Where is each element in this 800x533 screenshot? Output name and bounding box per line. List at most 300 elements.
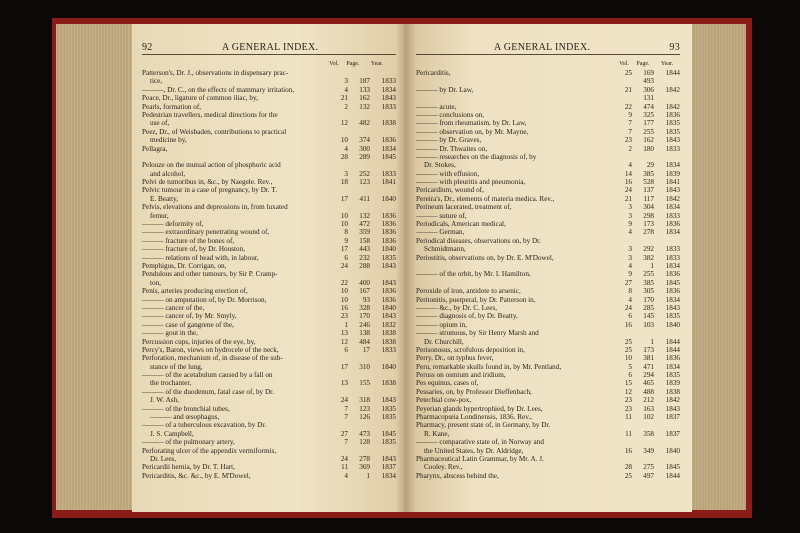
entry-year: 1836 <box>665 220 680 229</box>
index-entry <box>142 463 396 471</box>
entry-text: Periostitis, observations on, by Dr. E. M'Dowel, <box>416 253 554 262</box>
entry-page: 158 <box>359 236 370 245</box>
entry-text: Perry, Dr., on typhus fever, <box>416 354 494 363</box>
entry-volume: 6 <box>628 312 632 321</box>
index-entry <box>142 430 396 438</box>
entry-page: 180 <box>643 144 654 153</box>
entry-year: 1835 <box>381 413 396 422</box>
entry-year <box>370 161 396 169</box>
entry-page: 162 <box>643 136 654 145</box>
entry-volume: 23 <box>624 396 632 405</box>
entry-volume: 27 <box>340 429 348 438</box>
entry-text: Pelvic tumour in a case of pregnancy, by Dr. T. <box>142 186 277 195</box>
index-entry <box>416 405 680 413</box>
index-entry <box>142 304 396 312</box>
entry-text: Peace, Dr., ligature of common iliac, by, <box>142 94 258 103</box>
index-entry <box>142 396 396 404</box>
entry-year: 1838 <box>381 329 396 338</box>
entry-year: 1836 <box>381 220 396 229</box>
entry-text: Pericardii hernia, by Dr. T. Hart, <box>142 463 235 472</box>
entry-volume: 9 <box>628 220 632 229</box>
entry-year: 1845 <box>381 152 396 161</box>
index-entry <box>142 321 396 329</box>
index-entry <box>142 220 396 228</box>
entry-volume: 25 <box>624 69 632 77</box>
entry-page: 381 <box>643 354 654 363</box>
entry-text: Pemphigus, Dr. Corrigan, on, <box>142 261 227 270</box>
entry-volume: 10 <box>340 295 348 304</box>
entry-text: Pharmaceutical Latin Grammar, by Mr. A. J. <box>416 454 544 463</box>
index-entry <box>416 212 680 220</box>
entry-volume: 21 <box>624 85 632 94</box>
entry-year: 1843 <box>381 454 396 463</box>
index-entry <box>416 69 680 77</box>
entry-volume <box>616 153 632 161</box>
entry-text: Dr. Lees, <box>150 454 177 463</box>
page-header: Page. <box>636 61 650 67</box>
entry-text: J. S. Campbell, <box>150 429 194 438</box>
index-entry <box>416 228 680 236</box>
entry-volume: 28 <box>340 152 348 161</box>
index-entry <box>142 94 396 102</box>
entry-volume <box>616 237 632 245</box>
index-entries <box>416 69 680 480</box>
entry-year <box>370 371 396 379</box>
index-entry <box>142 296 396 304</box>
entry-text: ——— comparative state of, in Norway and <box>416 438 544 447</box>
entry-page: 17 <box>362 345 370 354</box>
index-entry <box>142 111 396 119</box>
index-entry <box>416 455 680 463</box>
entry-volume: 2 <box>628 144 632 153</box>
index-entry <box>142 312 396 320</box>
entry-year <box>370 354 396 362</box>
entry-page: 400 <box>359 278 370 287</box>
page-number: 93 <box>669 42 680 53</box>
entry-volume: 4 <box>344 144 348 153</box>
entry-volume: 16 <box>340 303 348 312</box>
entry-year: 1838 <box>665 387 680 396</box>
entry-year: 1834 <box>665 161 680 170</box>
entry-text: ——— case of gangrene of the, <box>142 320 234 329</box>
entry-text: Pelouze on the mutual action of phosphoric acid <box>142 161 281 170</box>
entry-page <box>348 111 370 119</box>
entry-year: 1844 <box>665 345 680 354</box>
entry-page: 292 <box>643 245 654 254</box>
entry-page <box>348 203 370 211</box>
entry-volume <box>332 388 348 396</box>
entry-year: 1833 <box>665 144 680 153</box>
entry-year: 1835 <box>381 438 396 447</box>
entry-volume: 23 <box>340 312 348 321</box>
entry-year: 1843 <box>665 303 680 312</box>
entry-page: 131 <box>643 94 654 103</box>
entry-year: 1836 <box>381 295 396 304</box>
entry-volume: 24 <box>340 396 348 405</box>
index-entry <box>416 128 680 136</box>
index-entry <box>416 354 680 362</box>
entry-year <box>654 77 680 85</box>
entry-page: 471 <box>643 362 654 371</box>
entry-page: 102 <box>643 413 654 422</box>
entry-volume: 11 <box>341 463 348 472</box>
entry-page: 255 <box>643 127 654 136</box>
entry-year: 1845 <box>381 429 396 438</box>
index-entry <box>416 77 680 85</box>
entry-text: Petechial cow-pox, <box>416 396 472 405</box>
entry-volume <box>332 161 348 169</box>
entry-volume: 14 <box>624 169 632 178</box>
entry-page: 289 <box>359 152 370 161</box>
entry-page: 170 <box>359 312 370 321</box>
entry-year: 1835 <box>665 127 680 136</box>
entry-year: 1838 <box>381 119 396 128</box>
entry-text: Perforation, mechanism of, in disease of the sub- <box>142 354 283 363</box>
index-entry <box>142 86 396 94</box>
entry-text: Dr. Churchill, <box>424 337 464 346</box>
entry-page <box>348 186 370 194</box>
entry-volume <box>332 186 348 194</box>
entry-volume: 17 <box>340 245 348 254</box>
entry-text <box>142 153 332 161</box>
entry-volume: 16 <box>624 446 632 455</box>
header-rule <box>142 54 396 55</box>
index-entry <box>142 77 396 85</box>
entry-volume: 12 <box>340 337 348 346</box>
index-entry <box>142 228 396 236</box>
entry-year: 1842 <box>665 102 680 111</box>
entry-volume: 4 <box>628 228 632 237</box>
entry-text: ——— from rheumatism, by Dr. Law, <box>416 119 527 128</box>
entry-text: ——— cancer of, by Mr. Smyly, <box>142 312 237 321</box>
entry-page: 349 <box>643 446 654 455</box>
entry-page <box>632 421 654 429</box>
entry-volume <box>616 455 632 463</box>
entry-page: 474 <box>643 102 654 111</box>
entry-volume: 3 <box>628 203 632 212</box>
entry-volume <box>332 203 348 211</box>
entry-page: 232 <box>359 253 370 262</box>
entry-text: ——— relations of head with, in labour, <box>142 253 259 262</box>
index-entry <box>142 421 396 429</box>
entry-volume: 3 <box>344 169 348 178</box>
left-page-edges <box>56 24 134 510</box>
entry-text <box>416 262 616 270</box>
index-entry <box>142 371 396 379</box>
entry-year: 1836 <box>665 354 680 363</box>
entry-text: use of, <box>150 119 170 128</box>
entry-text: Pessaries, on, by Professor Dieffenbach, <box>416 387 532 396</box>
entry-year: 1843 <box>665 404 680 413</box>
entry-text: J. W. Ash, <box>150 396 179 405</box>
entry-page: 294 <box>643 371 654 380</box>
index-entry <box>142 270 396 278</box>
entry-text: ——— on amputation of, by Dr. Morrison, <box>142 295 267 304</box>
entry-page: 1 <box>366 471 370 480</box>
entry-text: ———, Dr. C., on the effects of mammary irritation, <box>142 85 295 94</box>
year-header: Year. <box>660 61 674 67</box>
entry-page: 374 <box>359 136 370 145</box>
entry-text: Pendulous and other tumours, by Sir P. Cramp- <box>142 270 278 279</box>
index-entry <box>416 170 680 178</box>
index-entry <box>142 287 396 295</box>
index-entry <box>142 447 396 455</box>
entry-page <box>632 438 654 446</box>
entry-text: ton, <box>150 278 161 287</box>
entry-text: Periodical diseases, observations on, by Dr. <box>416 236 541 245</box>
index-entry <box>416 270 680 278</box>
entry-text: femur, <box>150 211 169 220</box>
index-entry <box>142 203 396 211</box>
index-entry <box>142 405 396 413</box>
index-entry <box>416 245 680 253</box>
index-entry <box>416 421 680 429</box>
index-entry <box>142 354 396 362</box>
entry-year: 1833 <box>381 345 396 354</box>
entry-year <box>654 421 680 429</box>
entry-text: Pharmacopœia Londinensis, 1836. Rev., <box>416 413 532 422</box>
entry-volume: 12 <box>624 387 632 396</box>
entry-year: 1834 <box>665 295 680 304</box>
entry-year: 1835 <box>665 119 680 128</box>
index-entry <box>416 119 680 127</box>
entry-page: 162 <box>359 94 370 103</box>
entry-page <box>348 128 370 136</box>
entry-page <box>348 371 370 379</box>
entry-year: 1834 <box>665 261 680 270</box>
column-headers <box>326 61 390 67</box>
entry-volume: 13 <box>340 379 348 388</box>
entry-page: 305 <box>643 287 654 296</box>
entry-page: 177 <box>643 119 654 128</box>
index-entry <box>416 111 680 119</box>
entry-volume: 6 <box>344 253 348 262</box>
running-title: A GENERAL INDEX. <box>494 42 591 53</box>
entry-year: 1835 <box>665 312 680 321</box>
entry-volume: 17 <box>340 194 348 203</box>
entry-page: 385 <box>643 169 654 178</box>
index-entry <box>416 430 680 438</box>
index-entry <box>416 220 680 228</box>
index-entry <box>142 279 396 287</box>
entry-volume: 3 <box>628 211 632 220</box>
index-entry <box>416 363 680 371</box>
index-entry <box>142 69 396 77</box>
entry-page: 285 <box>643 303 654 312</box>
entry-text <box>416 279 616 287</box>
index-entry <box>416 195 680 203</box>
entry-page: 484 <box>359 337 370 346</box>
index-entry <box>416 447 680 455</box>
entry-page: 187 <box>359 77 370 86</box>
entry-text: ——— of the bronchial tubes, <box>142 404 230 413</box>
entry-year <box>654 438 680 446</box>
entry-volume: 4 <box>628 161 632 170</box>
index-entry <box>142 413 396 421</box>
entry-text: Peez, Dr., of Weisbaden, contributions to practical <box>142 127 287 136</box>
index-entry <box>142 103 396 111</box>
index-entry <box>416 413 680 421</box>
entry-volume: 11 <box>625 429 632 438</box>
entry-volume: 7 <box>344 438 348 447</box>
page-number: 92 <box>142 42 153 53</box>
entry-year: 1836 <box>381 287 396 296</box>
entry-volume: 4 <box>344 471 348 480</box>
entry-text: ——— by Dr. Law, <box>416 85 474 94</box>
entry-year: 1835 <box>381 253 396 262</box>
entry-year: 1836 <box>665 110 680 119</box>
entry-text: Percussion cups, injuries of the eye, by, <box>142 337 256 346</box>
entry-text: Peritonitis, puerperal, by Dr. Patterson in, <box>416 295 536 304</box>
entry-volume: 4 <box>344 85 348 94</box>
entry-year: 1843 <box>665 136 680 145</box>
entry-volume: 13 <box>340 329 348 338</box>
entry-text: ——— of the duodenum, fatal case of, by Dr. <box>142 387 274 396</box>
entry-page: 493 <box>643 77 654 86</box>
entry-volume: 2 <box>344 102 348 111</box>
year-header: Year. <box>370 61 384 67</box>
entry-year: 1843 <box>381 312 396 321</box>
entry-volume: 8 <box>628 287 632 296</box>
entry-year: 1837 <box>665 413 680 422</box>
entry-text: ——— acute, <box>416 102 457 111</box>
index-entry <box>416 94 680 102</box>
index-entry <box>416 287 680 295</box>
entry-year <box>654 455 680 463</box>
entry-page: 304 <box>643 203 654 212</box>
entry-volume: 9 <box>344 236 348 245</box>
index-entry <box>142 329 396 337</box>
entry-page: 138 <box>359 329 370 338</box>
right-page-edges <box>690 24 746 510</box>
index-entry <box>416 262 680 270</box>
index-entry <box>416 203 680 211</box>
entry-text: Peroxide of iron, antidote to arsenic, <box>416 287 521 296</box>
entry-text: ——— with pleuritis and pneumonia, <box>416 178 526 187</box>
entry-volume: 10 <box>340 220 348 229</box>
entry-text: the United States, by Dr. Aldridge, <box>424 446 524 455</box>
entry-text: and alcohol, <box>150 169 186 178</box>
index-entry <box>142 153 396 161</box>
entry-text: Perforating ulcer of the appendix vermiformis, <box>142 446 277 455</box>
entry-year <box>654 94 680 102</box>
entry-text: Perineum lacerated, treatment of, <box>416 203 512 212</box>
index-entry <box>416 161 680 169</box>
entry-page: 488 <box>643 387 654 396</box>
entry-year: 1834 <box>381 144 396 153</box>
entry-volume: 7 <box>628 127 632 136</box>
entry-text: ——— fracture of the bones of, <box>142 236 235 245</box>
entry-text: ——— with effusion, <box>416 169 480 178</box>
entry-year: 1843 <box>665 186 680 195</box>
entry-year: 1845 <box>665 278 680 287</box>
index-entry <box>416 304 680 312</box>
index-entry <box>416 186 680 194</box>
entry-volume <box>332 128 348 136</box>
entry-page: 212 <box>643 396 654 405</box>
entry-page <box>632 455 654 463</box>
entry-page: 128 <box>359 438 370 447</box>
index-entry <box>416 463 680 471</box>
entry-text: ——— extraordinary penetrating wound of, <box>142 228 270 237</box>
entry-year: 1844 <box>665 471 680 480</box>
entry-page: 170 <box>643 295 654 304</box>
entry-page: 497 <box>643 471 654 480</box>
entry-year: 1840 <box>381 194 396 203</box>
entry-page: 328 <box>359 303 370 312</box>
entry-volume: 28 <box>624 463 632 472</box>
entry-volume: 25 <box>624 337 632 346</box>
entry-volume <box>332 421 348 429</box>
entry-text: ——— diagnosis of, by Dr. Beatty, <box>416 312 518 321</box>
entry-year: 1840 <box>381 303 396 312</box>
entry-volume: 3 <box>344 77 348 86</box>
entry-page: 306 <box>643 85 654 94</box>
index-entry <box>416 86 680 94</box>
entry-year: 1833 <box>665 253 680 262</box>
entry-text: ——— observation on, by Mr. Mayne, <box>416 127 529 136</box>
entry-volume: 27 <box>624 278 632 287</box>
index-entry <box>142 346 396 354</box>
entry-year: 1842 <box>665 85 680 94</box>
index-entry <box>142 379 396 387</box>
entry-year: 1836 <box>381 236 396 245</box>
entry-page: 29 <box>646 161 654 170</box>
entry-text: ——— researches on the diagnosis of, by <box>416 152 537 161</box>
index-entry <box>142 136 396 144</box>
entry-page: 173 <box>643 220 654 229</box>
index-entry <box>142 388 396 396</box>
entry-volume: 12 <box>340 119 348 128</box>
index-entry <box>416 329 680 337</box>
entry-volume: 25 <box>624 345 632 354</box>
entry-year: 1843 <box>381 278 396 287</box>
entry-year: 1843 <box>381 94 396 103</box>
entry-year <box>654 153 680 161</box>
entry-page: 132 <box>359 102 370 111</box>
entry-page: 369 <box>359 463 370 472</box>
entry-year: 1836 <box>381 136 396 145</box>
entry-year: 1832 <box>381 320 396 329</box>
entry-volume: 8 <box>344 228 348 237</box>
entry-year <box>370 69 396 77</box>
entry-page: 411 <box>359 194 370 203</box>
entry-text: ——— conclusions on, <box>416 110 485 119</box>
entry-year <box>370 186 396 194</box>
index-entry <box>142 254 396 262</box>
entry-volume: 17 <box>340 362 348 371</box>
column-headers <box>616 61 680 67</box>
entry-year: 1842 <box>665 396 680 405</box>
index-entry <box>142 212 396 220</box>
entry-volume <box>332 69 348 77</box>
entry-volume: 9 <box>628 110 632 119</box>
entry-page: 325 <box>643 110 654 119</box>
entry-page: 167 <box>359 287 370 296</box>
entry-volume <box>332 270 348 278</box>
entry-year: 1836 <box>665 287 680 296</box>
index-entry <box>142 195 396 203</box>
entry-volume: 23 <box>624 136 632 145</box>
entry-year <box>370 111 396 119</box>
entry-volume: 23 <box>624 404 632 413</box>
index-entry <box>416 338 680 346</box>
index-entry <box>416 145 680 153</box>
entry-volume: 6 <box>628 371 632 380</box>
index-entry <box>142 178 396 186</box>
index-entry <box>142 170 396 178</box>
vol-header: Vol. <box>619 61 629 67</box>
